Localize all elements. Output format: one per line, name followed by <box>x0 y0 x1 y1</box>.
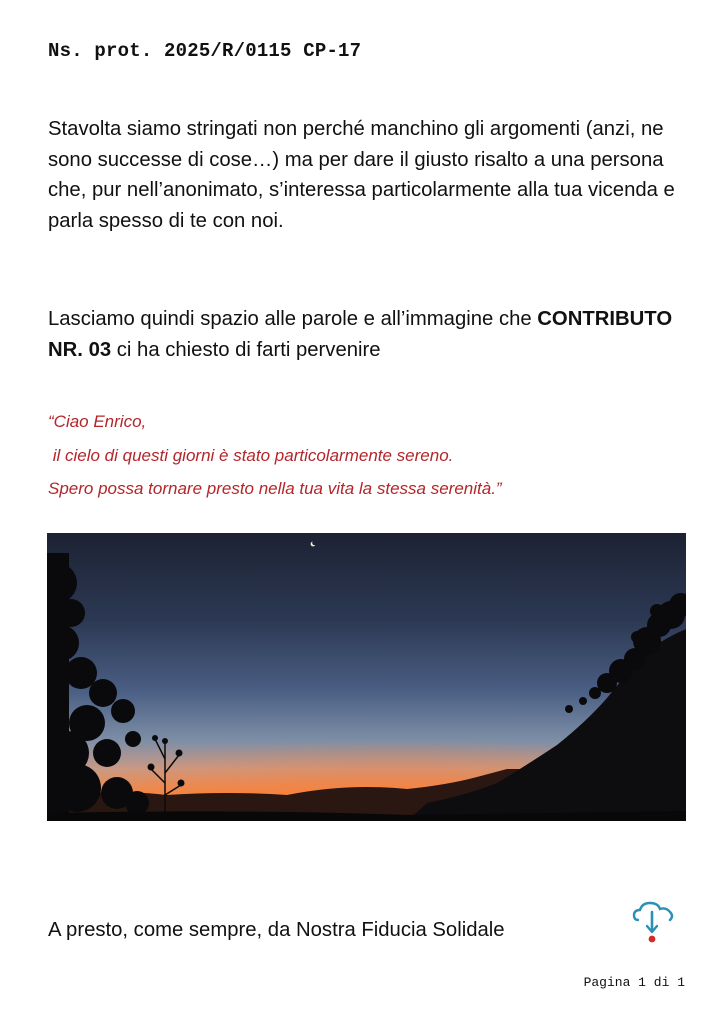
contributor-outro-text: ci ha chiesto di farti pervenire <box>111 338 381 361</box>
quote-line-2: il cielo di questi giorni è stato particolarmente sereno. <box>48 445 454 465</box>
page-number: Pagina 1 di 1 <box>583 975 685 990</box>
quote-block <box>48 405 688 506</box>
sunset-sky-photo <box>47 533 686 821</box>
contributor-intro-text: Lasciamo quindi spazio alle parole e all’immagine che <box>48 308 538 330</box>
contributor-paragraph <box>48 304 688 365</box>
contributor-name: CONTRIBUTO NR. 03 <box>48 308 673 361</box>
cloud-arrow-icon <box>628 898 676 946</box>
closing-text: A presto, come sempre, da Nostra Fiducia Solidale <box>48 919 505 941</box>
protocol-number: Ns. prot. 2025/R/0115 CP-17 <box>48 40 362 62</box>
intro-paragraph: Stavolta siamo stringati non perché manchino gli argomenti (anzi, ne sono successe di cose…) ma per dare il giusto risalto a una persona che, pur nell’anonimato, s’interessa particolarmente alla tua vicenda e parla spesso di te con noi. <box>48 118 675 232</box>
quote-line-3: Spero possa tornare presto nella tua vita la stessa serenità.” <box>48 479 502 498</box>
quote-line-1: “Ciao Enrico, <box>48 412 147 431</box>
